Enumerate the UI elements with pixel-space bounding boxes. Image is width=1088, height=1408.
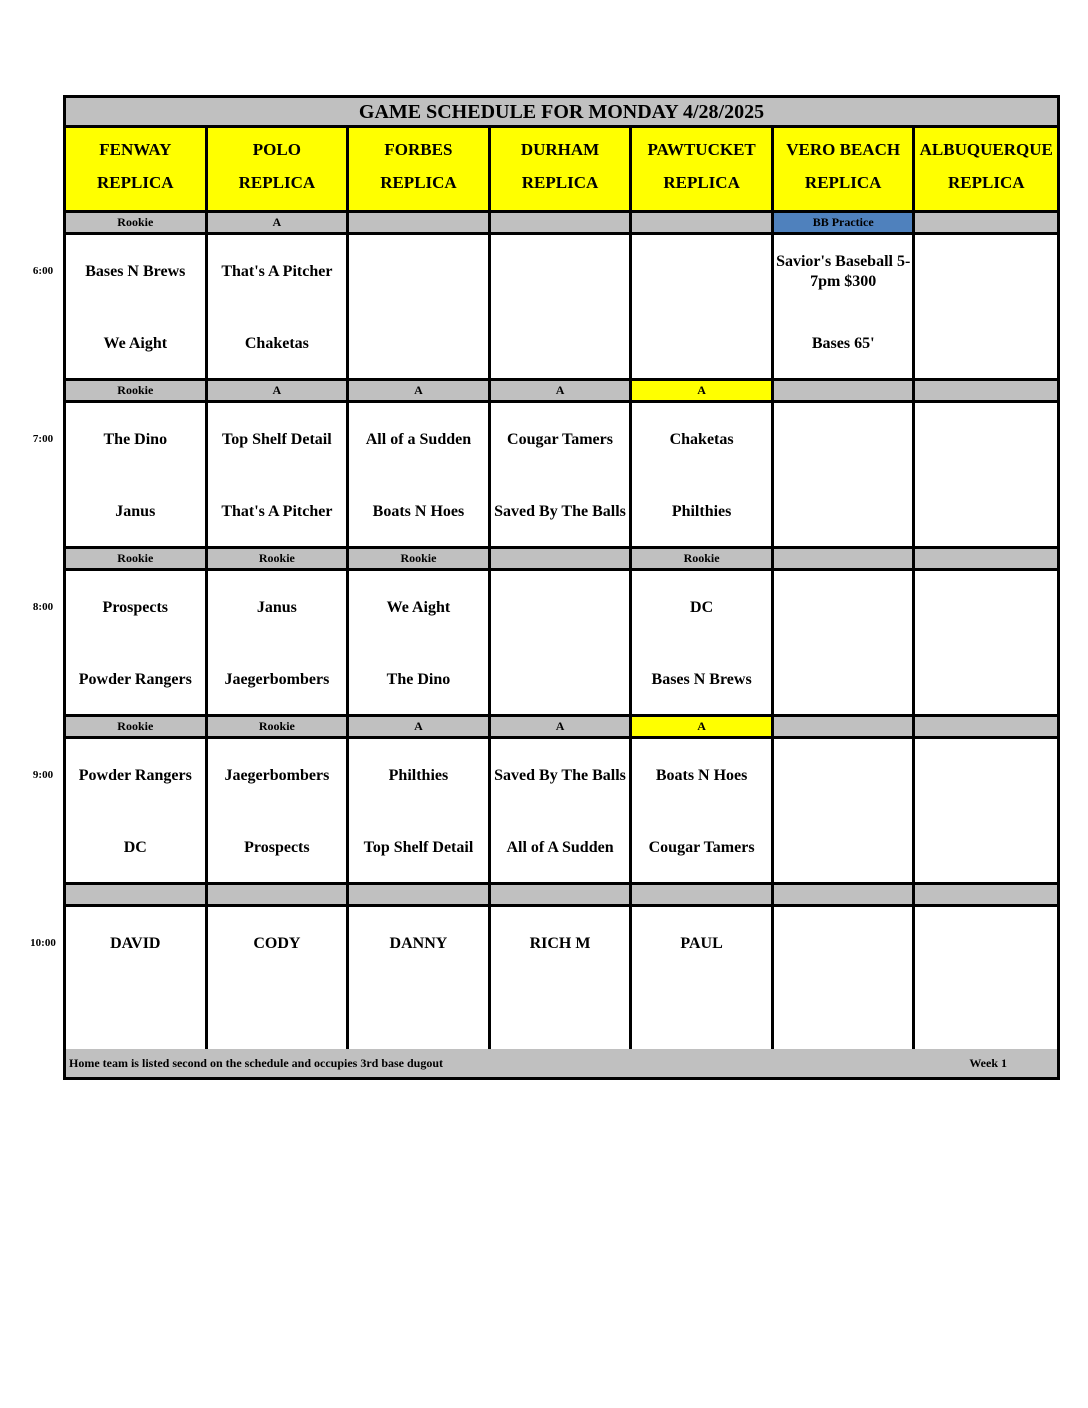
game-row [66,739,1057,885]
home-team [917,825,1055,871]
home-team: Boats N Hoes [372,503,465,520]
game-cell [491,571,633,717]
field-name: ALBUQUERQUE [919,140,1053,159]
away-team: All of a Sudden [365,431,472,448]
game-cell [66,739,208,885]
level-row [66,717,1057,739]
game-cell [349,907,491,1053]
game-cell [632,907,774,1053]
game-cell [208,739,350,885]
away-team [776,417,911,463]
level-badge: Rookie [632,549,774,571]
home-team: Philthies [671,503,732,520]
game-cell [774,235,916,381]
level-badge [915,717,1057,739]
home-team: Powder Rangers [78,671,192,688]
time-label: 6:00 [32,265,54,277]
away-team [917,753,1055,799]
umpire-name: RICH M [529,935,591,952]
away-team: The Dino [103,431,168,448]
away-team [493,249,628,295]
away-team: Cougar Tamers [507,431,613,448]
home-team: Saved By The Balls [494,503,626,520]
time-label: 7:00 [32,433,54,445]
away-team: Prospects [102,599,169,616]
game-cell [491,235,633,381]
home-team [634,993,769,1039]
level-badge [491,885,633,907]
away-team: Bases N Brews [85,263,186,280]
home-team: All of A Sudden [506,839,614,856]
home-team [917,321,1055,367]
level-badge [349,885,491,907]
level-badge: A [349,381,491,403]
level-badge [491,549,633,571]
away-team: We Aight [386,599,451,616]
level-badge [774,717,916,739]
level-badge [66,885,208,907]
game-cell [632,739,774,885]
game-row [66,907,1057,1053]
level-badge: A [349,717,491,739]
home-team: That's A Pitcher [221,503,333,520]
home-team [776,657,911,703]
level-badge [915,213,1057,235]
home-team: Bases 65' [811,335,875,352]
time-label: 10:00 [30,937,56,949]
level-badge: Rookie [66,213,208,235]
away-team [493,585,628,631]
schedule-sheet [63,95,1060,1080]
field-name: POLO [252,140,301,159]
level-badge: Rookie [66,381,208,403]
home-team [917,993,1055,1039]
home-team: Jaegerbombers [224,671,330,688]
away-team: Savior's Baseball 5-7pm $300 [776,253,911,290]
game-cell [915,235,1057,381]
field-name: FENWAY [99,140,172,159]
away-team: Janus [256,599,297,616]
game-cell [491,739,633,885]
umpire-name: PAUL [680,935,723,952]
game-cell [208,907,350,1053]
away-team: DC [690,599,714,616]
game-cell [349,571,491,717]
game-cell [66,235,208,381]
field-header-pawtucket [632,128,774,213]
away-team [917,249,1055,295]
game-cell [66,571,208,717]
field-subtitle: REPLICA [380,173,457,192]
home-team: DC [123,839,147,856]
home-team: Chaketas [244,335,309,352]
level-badge: A [632,717,774,739]
level-badge: A [491,717,633,739]
game-cell [349,739,491,885]
away-team [634,249,769,295]
time-label: 8:00 [32,601,54,613]
away-team [776,753,911,799]
umpire-name: DAVID [110,935,161,952]
level-row [66,549,1057,571]
away-team: That's A Pitcher [221,263,333,280]
game-cell [774,403,916,549]
field-header-row [66,128,1057,213]
away-team: Chaketas [669,431,734,448]
game-cell [915,403,1057,549]
game-cell [632,571,774,717]
game-cell [915,739,1057,885]
level-badge [632,213,774,235]
field-header-albuquerque [915,128,1057,213]
game-cell [208,235,350,381]
game-cell [915,571,1057,717]
home-team [493,321,628,367]
home-team [634,321,769,367]
field-name: FORBES [384,140,453,159]
level-row [66,213,1057,235]
home-team [776,993,911,1039]
umpire-name: DANNY [389,935,448,952]
game-cell [349,403,491,549]
level-badge: A [491,381,633,403]
away-team: Jaegerbombers [224,767,330,784]
home-team [210,993,345,1039]
level-badge [632,885,774,907]
level-badge [491,213,633,235]
field-name: DURHAM [520,140,600,159]
away-team: Boats N Hoes [655,767,748,784]
field-subtitle: REPLICA [947,173,1025,192]
level-badge: A [208,381,350,403]
game-cell [349,235,491,381]
level-badge: A [632,381,774,403]
home-team [68,993,203,1039]
field-subtitle: REPLICA [521,173,599,192]
game-row [66,235,1057,381]
field-header-fenway [66,128,208,213]
game-cell [208,403,350,549]
level-badge: Rookie [208,717,350,739]
game-cell [491,403,633,549]
footer-bar [66,1049,1057,1077]
field-subtitle: REPLICA [97,173,174,192]
umpire-name: CODY [253,935,301,952]
game-cell [774,571,916,717]
home-team [493,993,628,1039]
home-team: Top Shelf Detail [363,839,474,856]
level-badge [774,381,916,403]
home-team [776,489,911,535]
level-badge: Rookie [66,549,208,571]
field-subtitle: REPLICA [663,173,740,192]
level-badge: Rookie [208,549,350,571]
level-badge [774,549,916,571]
level-badge [349,213,491,235]
game-cell [774,739,916,885]
home-team: The Dino [386,671,451,688]
level-badge: Rookie [349,549,491,571]
game-row [66,403,1057,549]
home-team [351,993,486,1039]
level-badge: Rookie [66,717,208,739]
umpire-name [917,921,1055,967]
away-team [351,249,486,295]
level-row [66,381,1057,403]
level-badge [774,885,916,907]
home-team [351,321,486,367]
field-subtitle: REPLICA [238,173,316,192]
field-header-polo [208,128,350,213]
footer-note: Home team is listed second on the schedule and occupies 3rd base dugout [69,1056,444,1070]
home-team [493,657,628,703]
level-badge [208,885,350,907]
away-team: Top Shelf Detail [222,431,332,448]
home-team: Janus [115,503,156,520]
game-cell [66,403,208,549]
level-badge [915,549,1057,571]
away-team [917,417,1055,463]
field-header-vero-beach [774,128,916,213]
field-header-durham [491,128,633,213]
away-team: Saved By The Balls [494,767,626,784]
umpire-name [776,921,911,967]
level-badge [915,381,1057,403]
game-row [66,571,1057,717]
week-label: Week 1 [969,1056,1007,1070]
game-cell [208,571,350,717]
level-badge [915,885,1057,907]
home-team [776,825,911,871]
away-team: Philthies [388,767,449,784]
home-team: Prospects [244,839,310,856]
field-name: VERO BEACH [786,140,901,159]
game-cell [66,907,208,1053]
game-cell [774,907,916,1053]
away-team [776,585,911,631]
field-subtitle: REPLICA [804,173,882,192]
game-cell [915,907,1057,1053]
level-row [66,885,1057,907]
away-team: Powder Rangers [78,767,192,784]
away-team [917,585,1055,631]
home-team: We Aight [103,335,168,352]
field-name: PAWTUCKET [647,140,756,159]
level-badge: A [208,213,350,235]
home-team [917,657,1055,703]
game-cell [632,235,774,381]
time-label: 9:00 [32,769,54,781]
game-cell [491,907,633,1053]
field-header-forbes [349,128,491,213]
home-team: Bases N Brews [651,671,752,688]
schedule-title: GAME SCHEDULE FOR MONDAY 4/28/2025 [66,98,1057,128]
level-badge: BB Practice [774,213,916,235]
home-team [917,489,1055,535]
game-cell [632,403,774,549]
home-team: Cougar Tamers [648,839,755,856]
